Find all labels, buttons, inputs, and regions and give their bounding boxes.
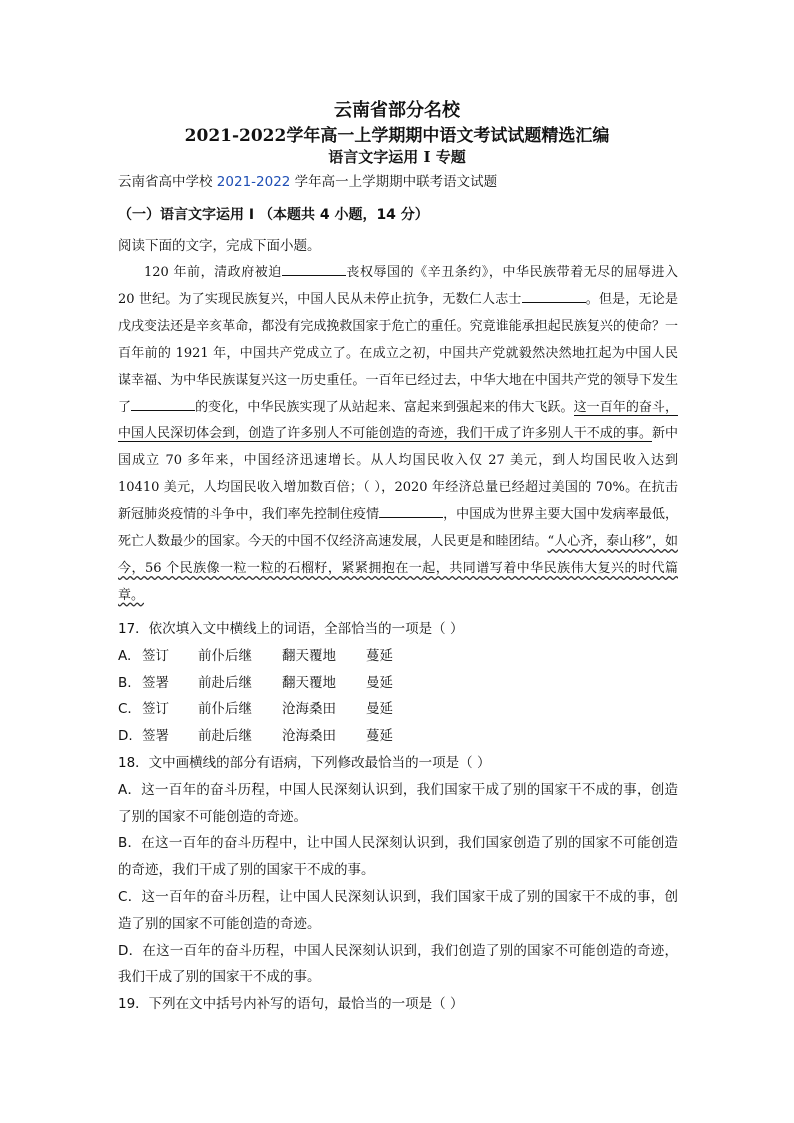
passage-paragraph bbox=[118, 260, 678, 610]
passage-text-1: 120 年前，清政府被迫 bbox=[144, 265, 282, 280]
section-instruction: 阅读下面的文字，完成下面小题。 bbox=[118, 238, 321, 254]
reading-passage bbox=[118, 260, 678, 610]
question-17-option-c: C. 签订 前仆后继 沧海桑田 曼延 bbox=[118, 701, 393, 718]
doc-topic: 语言文字运用 I 专题 bbox=[328, 148, 466, 166]
passage-text-3: 。但是，无论是戊戌变法还是辛亥革命，都没有完成挽救国家于危亡的重任。究竟谁能承担起民族复兴的使命？一百年前的 1921 年，中国共产党成立了。在成立之初，中国共产党就毅然决然地扛起为中国人民谋幸福、为中华民族谋复兴这一历史重任。一百年已经过去，中华大地在中国共产党的领导下发生了 bbox=[118, 291, 678, 415]
answer-blank bbox=[522, 290, 586, 303]
question-18-option-a: A．这一百年的奋斗历程，中国人民深刻认识到，我们国家干成了别的国家干不成的事，创造了别的国家不可能创造的奇迹。 bbox=[118, 781, 678, 825]
source-line bbox=[118, 170, 497, 190]
wavy-underlined-sentence: “人心齐，泰山移”，如今，56 个民族像一粒一粒的石榴籽，紧紧拥抱在一起，共同谱写着中华民族伟大复兴的时代篇章。 bbox=[118, 534, 678, 603]
doc-subtitle: 2021-2022学年高一上学期期中语文考试试题精选汇编 bbox=[184, 126, 610, 146]
doc-title: 云南省部分名校 bbox=[334, 100, 460, 121]
section-heading: （一）语言文字运用 I （本题共 4 小题，14 分） bbox=[118, 207, 429, 223]
passage-text-2: 丧权辱国的《辛丑条约》，中华民族带着无尽的屈辱进入 20 世纪。为了实现民族复兴，中国人民从未停止抗争，无数仁人志士 bbox=[118, 265, 678, 307]
question-18-stem: 18．文中画横线的部分有语病，下列修改最恰当的一项是（ ） bbox=[118, 754, 491, 771]
question-18-option-d: D．在这一百年的奋斗历程，中国人民深刻认识到，我们创造了别的国家不可能创造的奇迹，我们干成了别的国家干不成的事。 bbox=[118, 942, 678, 986]
passage-text-4: 的变化，中华民族实现了从站起来、富起来到强起来的伟大飞跃。 bbox=[195, 399, 574, 415]
question-17-option-a: A. 签订 前仆后继 翻天覆地 蔓延 bbox=[118, 647, 393, 664]
question-17-option-d: D. 签署 前赴后继 沧海桑田 蔓延 bbox=[118, 728, 393, 745]
answer-blank bbox=[131, 398, 195, 411]
passage-text-6: ，中国成为世界主要大国中发病率最低，死亡人数最少的国家。今天的中国不仅经济高速发展，人民更是和睦团结。 bbox=[118, 507, 678, 550]
question-17-stem: 17．依次填入文中横线上的词语，全部恰当的一项是（ ） bbox=[118, 621, 464, 637]
question-17-option-b: B. 签署 前赴后继 翻天覆地 曼延 bbox=[118, 674, 393, 691]
question-18-option-c: C．这一百年的奋斗历程，让中国人民深刻认识到，我们国家干成了别的国家干不成的事，创造了别的国家不可能创造的奇迹。 bbox=[118, 888, 678, 932]
source-year: 2021-2022 bbox=[216, 174, 291, 190]
answer-blank bbox=[379, 505, 443, 518]
source-prefix: 云南省高中学校 bbox=[118, 174, 217, 190]
questions bbox=[118, 616, 678, 1018]
question-18-option-b: B．在这一百年的奋斗历程中，让中国人民深刻认识到，我们国家创造了别的国家不可能创造的奇迹，我们干成了别的国家干不成的事。 bbox=[118, 835, 678, 879]
answer-blank bbox=[282, 263, 346, 276]
question-19-stem: 19．下列在文中括号内补写的语句，最恰当的一项是（ ） bbox=[118, 996, 464, 1013]
source-suffix: 学年高一上学期期中联考语文试题 bbox=[290, 174, 498, 190]
underlined-sentence: 这一百年的奋斗，中国人民深切体会到，创造了许多别人不可能创造的奇迹，我们干成了许多别人干不成的事。 bbox=[118, 399, 678, 442]
passage-text-5: 新中国成立 70 多年来，中国经济迅速增长。从人均国民收入仅 27 美元，到人均国民收入达到 10410 美元，人均国民收入增加数百倍；（ ），2020 年经济总量已经超过美国的 70%。在抗击新冠肺炎疫情的斗争中，我们率先控制住疫情 bbox=[118, 426, 678, 523]
